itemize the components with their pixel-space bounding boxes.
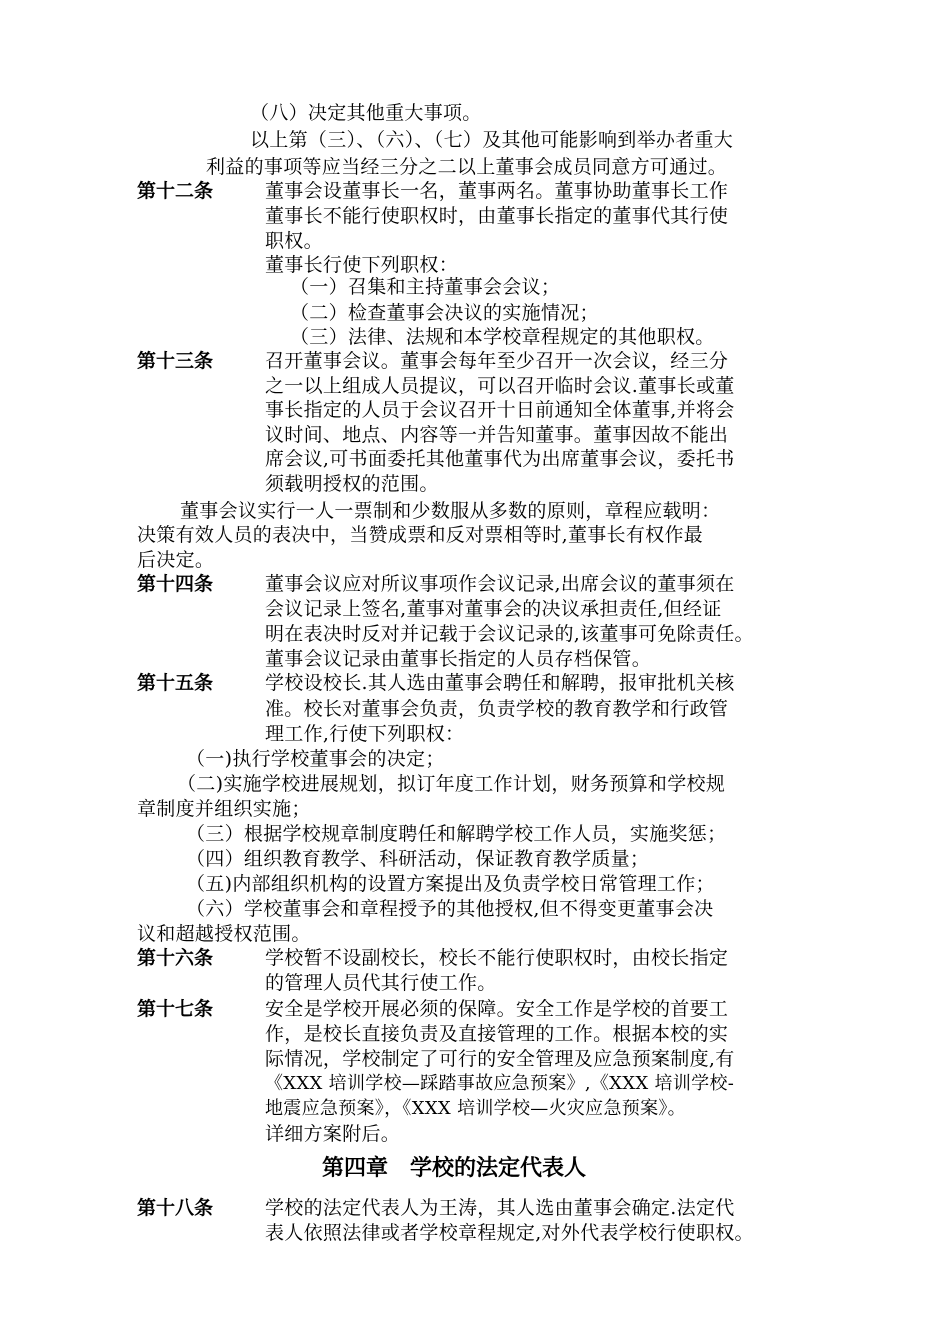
text-line: （一）召集和主持董事会会议； <box>290 276 561 298</box>
text-line: 《XXX 培训学校—踩踏事故应急预案》,《XXX 培训学校- <box>265 1073 735 1094</box>
text-line: 际情况，学校制定了可行的安全管理及应急预案制度,有 <box>265 1048 735 1070</box>
text-line: 表人依照法律或者学校章程规定,对外代表学校行使职权。 <box>265 1222 754 1244</box>
text-line: 召开董事会议。董事会每年至少召开一次会议，经三分 <box>265 350 729 372</box>
text-line: 董事会议实行一人一票制和少数服从多数的原则，章程应载明： <box>180 500 721 522</box>
article-label: 第十六条 <box>137 947 214 969</box>
text-line: 决策有效人员的表决中，当赞成票和反对票相等时,董事长有权作最 <box>137 524 704 546</box>
text-line: 须载明授权的范围。 <box>265 473 439 495</box>
text-line: 董事长不能行使职权时，由董事长指定的董事代其行使 <box>265 205 729 227</box>
article-label: 第十八条 <box>137 1197 214 1219</box>
text-line: 席会议,可书面委托其他董事代为出席董事会议，委托书 <box>265 448 735 470</box>
text-line: 会议记录上签名,董事对董事会的决议承担责任,但经证 <box>265 598 722 620</box>
text-line: （八）决定其他重大事项。 <box>250 102 482 124</box>
text-line: （六）学校董事会和章程授予的其他授权,但不得变更董事会决 <box>186 898 714 920</box>
text-line: 明在表决时反对并记载于会议记录的,该董事可免除责任。 <box>265 623 754 645</box>
text-line: 董事长行使下列职权： <box>265 254 459 276</box>
text-line: （五)内部组织机构的设置方案提出及负责学校日常管理工作； <box>186 873 715 895</box>
text-line: （二)实施学校进展规划，拟订年度工作计划，财务预算和学校规 <box>177 773 726 795</box>
article-label: 第十七条 <box>137 998 214 1020</box>
text-line: 学校的法定代表人为王涛，其人选由董事会确定.法定代 <box>265 1197 735 1219</box>
article-label: 第十四条 <box>137 573 214 595</box>
text-line: 董事会议应对所议事项作会议记录,出席会议的董事须在 <box>265 573 735 595</box>
text-line: 董事会设董事长一名，董事两名。董事协助董事长工作 <box>265 180 729 202</box>
text-line: 学校暂不设副校长，校长不能行使职权时，由校长指定 <box>265 947 729 969</box>
text-line: 以上第（三）、（六）、（七）及其他可能影响到举办者重大 <box>250 129 734 151</box>
text-line: 之一以上组成人员提议，可以召开临时会议.董事长或董 <box>265 375 735 397</box>
text-line: 准。校长对董事会负责，负责学校的教育教学和行政管 <box>265 698 729 720</box>
text-line: 安全是学校开展必须的保障。安全工作是学校的首要工 <box>265 998 729 1020</box>
text-line: （四）组织教育教学、科研活动，保证教育教学质量； <box>186 848 650 870</box>
text-line: 利益的事项等应当经三分之二以上董事会成员同意方可通过。 <box>206 156 728 178</box>
text-line: 理工作,行使下列职权： <box>265 723 465 745</box>
article-label: 第十二条 <box>137 180 214 202</box>
text-line: 议时间、地点、内容等一并告知董事。董事因故不能出 <box>265 424 729 446</box>
text-line: （三）根据学校规章制度聘任和解聘学校工作人员，实施奖惩； <box>186 823 727 845</box>
text-line: 详细方案附后。 <box>265 1123 401 1145</box>
text-line: 地震应急预案》，《XXX 培训学校—火灾应急预案》。 <box>265 1098 686 1119</box>
text-line: 章制度并组织实施； <box>137 798 311 820</box>
article-label: 第十三条 <box>137 350 214 372</box>
article-label: 第十五条 <box>137 672 214 694</box>
text-line: （三）法律、法规和本学校章程规定的其他职权。 <box>290 326 715 348</box>
text-line: （一)执行学校董事会的决定； <box>186 748 445 770</box>
text-line: 议和超越授权范围。 <box>137 923 311 945</box>
text-line: 职权。 <box>265 230 323 252</box>
text-line: 事长指定的人员于会议召开十日前通知全体董事,并将会 <box>265 399 735 421</box>
text-line: 的管理人员代其行使工作。 <box>265 972 497 994</box>
text-line: 作，是校长直接负责及直接管理的工作。根据本校的实 <box>265 1023 729 1045</box>
text-line: 学校设校长.其人选由董事会聘任和解聘，报审批机关核 <box>265 672 735 694</box>
text-line: 董事会议记录由董事长指定的人员存档保管。 <box>265 648 652 670</box>
text-line: （二）检查董事会决议的实施情况； <box>290 302 599 324</box>
chapter-heading: 第四章 学校的法定代表人 <box>322 1156 587 1181</box>
text-line: 后决定。 <box>137 549 215 571</box>
